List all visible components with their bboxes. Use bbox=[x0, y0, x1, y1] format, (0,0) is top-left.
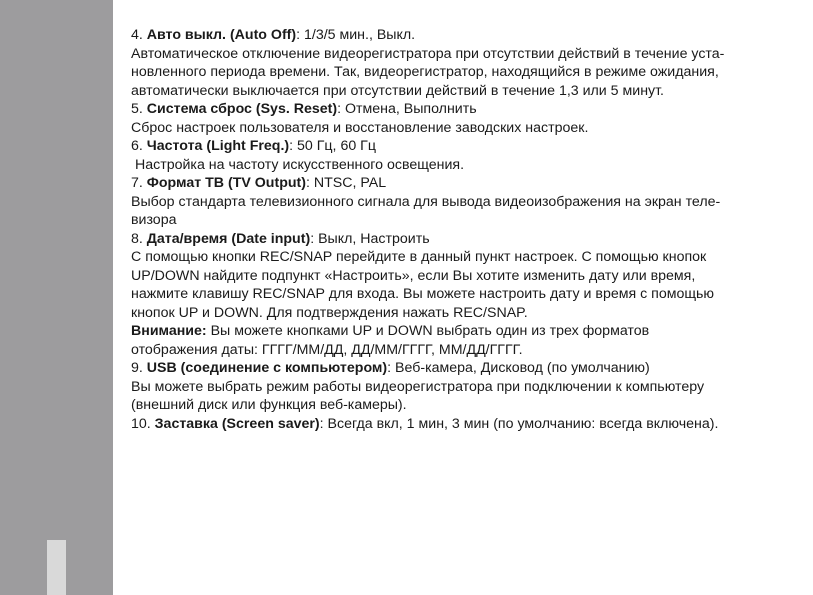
item-light-freq-desc: Настройка на частоту искусственного освещения. bbox=[135, 156, 465, 173]
item-date-input-desc-3: нажмите клавишу REC/SNAP для входа. Вы можете настроить дату и время с помощью bbox=[131, 286, 715, 302]
item-screen-saver-heading: 10. Заставка (Screen saver): Всегда вкл, 1 мин, 3 мин (по умолчанию: всегда включена). bbox=[131, 415, 719, 432]
item-date-input-desc-1: С помощью кнопки REC/SNAP перейдите в данный пункт настроек. С помощью кнопок bbox=[131, 249, 707, 265]
attention-note: Внимание: Вы можете кнопками UP и DOWN выбрать один из трех форматов bbox=[131, 323, 650, 339]
item-date-input-heading: 8. Дата/время (Date input): Выкл, Настроить bbox=[131, 230, 430, 247]
item-tv-output-desc-1: Выбор стандарта телевизионного сигнала для вывода видеоизображения на экран теле- bbox=[131, 193, 721, 210]
item-tv-output-heading: 7. Формат ТВ (TV Output): NTSC, PAL bbox=[131, 175, 387, 191]
page-tab-marker bbox=[47, 540, 66, 595]
item-date-input-desc-2: UP/DOWN найдите подпункт «Настроить», если Вы хотите изменить дату или время, bbox=[131, 267, 696, 284]
left-margin-band bbox=[0, 0, 113, 595]
item-date-input-desc-4: кнопок UP и DOWN. Для подтверждения нажать REC/SNAP. bbox=[131, 304, 528, 321]
item-usb-desc-2: (внешний диск или функция веб-камеры). bbox=[131, 397, 407, 413]
item-sys-reset-desc: Сброс настроек пользователя и восстановление заводских настроек. bbox=[131, 119, 589, 136]
item-auto-off-desc-1: Автоматическое отключение видеорегистратора при отсутствии действий в течение уста- bbox=[131, 45, 725, 62]
item-usb-desc-1: Вы можете выбрать режим работы видеорегистратора при подключении к компьютеру bbox=[131, 378, 705, 395]
item-tv-output-desc-2: визора bbox=[131, 212, 177, 228]
attention-note-formats: отображения даты: ГГГГ/ММ/ДД, ДД/ММ/ГГГГ, ММ/ДД/ГГГГ. bbox=[131, 341, 523, 358]
item-auto-off-desc-2: новленного периода времени. Так, видеорегистратор, находящийся в режиме ожидания, bbox=[131, 64, 719, 80]
item-light-freq-heading: 6. Частота (Light Freq.): 50 Гц, 60 Гц bbox=[131, 138, 376, 154]
item-usb-heading: 9. USB (соединение с компьютером): Веб-камера, Дисковод (по умолчанию) bbox=[131, 360, 650, 376]
item-auto-off-heading: 4. Авто выкл. (Auto Off): 1/3/5 мин., Выкл. bbox=[131, 27, 416, 43]
item-auto-off-desc-3: автоматически выключается при отсутствии действий в течение 1,3 или 5 минут. bbox=[131, 82, 664, 99]
item-sys-reset-heading: 5. Система сброс (Sys. Reset): Отмена, Выполнить bbox=[131, 101, 477, 117]
manual-body-text bbox=[131, 26, 810, 433]
